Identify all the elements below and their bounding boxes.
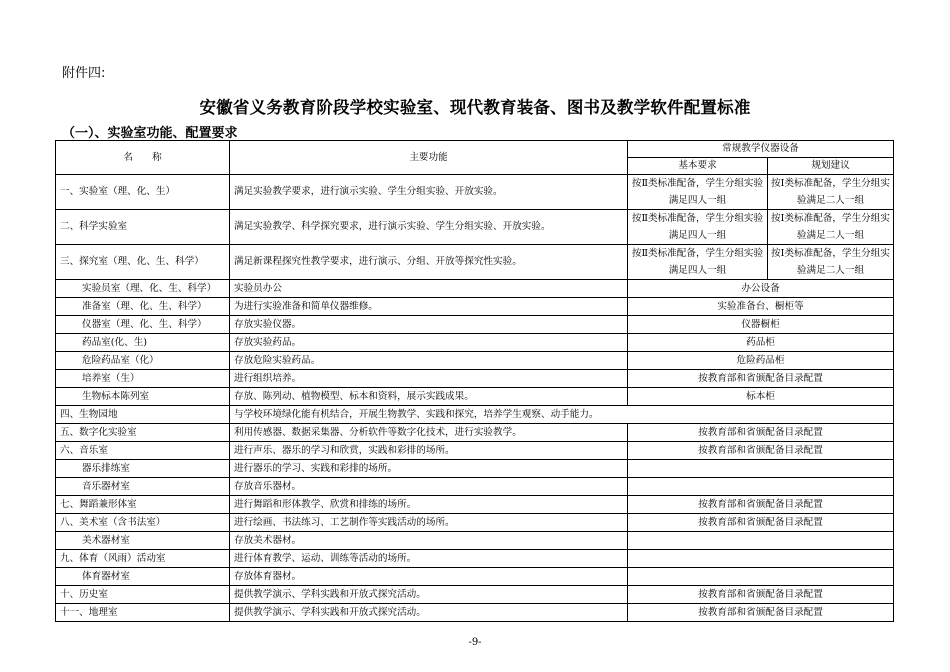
header-function: 主要功能 (230, 141, 628, 175)
table-row (56, 352, 894, 370)
function-cell: 存放实验药品。 (230, 334, 628, 352)
equipment-cell (628, 550, 894, 568)
document-title: 安徽省义务教育阶段学校实验室、现代教育装备、图书及教学软件配置标准 (199, 98, 751, 117)
function-cell: 存放美术器材。 (230, 532, 628, 550)
table-row (56, 316, 894, 334)
room-name-cell: 二、科学实验室 (56, 210, 230, 245)
function-cell: 存放音乐器材。 (230, 478, 628, 496)
table-row (56, 175, 894, 210)
equipment-cell: 危险药品柜 (628, 352, 894, 370)
table-row (56, 298, 894, 316)
room-name-cell: 美术器材室 (56, 532, 230, 550)
table-row (56, 586, 894, 604)
function-cell: 进行体育教学、运动、训练等活动的场所。 (230, 550, 628, 568)
function-cell: 存放体育器材。 (230, 568, 628, 586)
header-name: 名 称 (56, 141, 230, 175)
table-row (56, 496, 894, 514)
table-row (56, 334, 894, 352)
room-name-cell: 药品室(化、生) (56, 334, 230, 352)
room-name-cell: 九、体育（风雨）活动室 (56, 550, 230, 568)
equipment-cell (628, 460, 894, 478)
function-cell: 满足实验教学、科学探究要求，进行演示实验、学生分组实验、开放实验。 (230, 210, 628, 245)
page-number: -9- (468, 637, 482, 648)
equipment-cell: 仪器橱柜 (628, 316, 894, 334)
table-row (56, 478, 894, 496)
table-row (56, 280, 894, 298)
config-standard-table (55, 140, 894, 622)
equipment-cell: 按教育部和省颁配备目录配置 (628, 604, 894, 622)
function-cell: 存放危险实验药品。 (230, 352, 628, 370)
function-cell: 满足实验教学要求，进行演示实验、学生分组实验、开放实验。 (230, 175, 628, 210)
table-row (56, 550, 894, 568)
equipment-cell: 按教育部和省颁配备目录配置 (628, 514, 894, 532)
basic-requirement-cell: 按Ⅱ类标准配备，学生分组实验满足四人一组 (628, 210, 768, 245)
table-row (56, 532, 894, 550)
room-name-cell: 六、音乐室 (56, 442, 230, 460)
basic-requirement-cell: 按Ⅱ类标准配备，学生分组实验满足四人一组 (628, 245, 768, 280)
function-cell: 实验员办公 (230, 280, 628, 298)
table-row (56, 604, 894, 622)
room-name-cell: 体育器材室 (56, 568, 230, 586)
attachment-label: 附件四: (62, 66, 106, 81)
equipment-cell (628, 568, 894, 586)
planning-suggestion-cell: 按Ⅰ类标准配备，学生分组实验满足二人一组 (768, 245, 894, 280)
function-cell: 存放、陈列动、植物模型、标本和资料，展示实践成果。 (230, 388, 628, 406)
equipment-cell: 按教育部和省颁配备目录配置 (628, 370, 894, 388)
room-name-cell: 十、历史室 (56, 586, 230, 604)
function-cell: 进行组织培养。 (230, 370, 628, 388)
function-cell: 满足新课程探究性教学要求，进行演示、分组、开放等探究性实验。 (230, 245, 628, 280)
equipment-cell: 按教育部和省颁配备目录配置 (628, 442, 894, 460)
function-cell: 进行声乐、器乐的学习和欣赏，实践和彩排的场所。 (230, 442, 628, 460)
table-row (56, 245, 894, 280)
planning-suggestion-cell: 按Ⅰ类标准配备，学生分组实验满足二人一组 (768, 210, 894, 245)
room-name-cell: 四、生物园地 (56, 406, 230, 424)
room-name-cell: 七、舞蹈兼形体室 (56, 496, 230, 514)
function-cell: 存放实验仪器。 (230, 316, 628, 334)
equipment-cell (628, 532, 894, 550)
equipment-cell: 按教育部和省颁配备目录配置 (628, 424, 894, 442)
room-name-cell: 危险药品室（化） (56, 352, 230, 370)
room-name-cell: 培养室（生） (56, 370, 230, 388)
basic-requirement-cell: 按Ⅱ类标准配备，学生分组实验满足四人一组 (628, 175, 768, 210)
table-row (56, 210, 894, 245)
table-row (56, 442, 894, 460)
function-cell: 与学校环境绿化能有机结合，开展生物教学、实践和探究，培养学生观察、动手能力。 (230, 406, 894, 424)
room-name-cell: 音乐器材室 (56, 478, 230, 496)
room-name-cell: 三、探究室（理、化、生、科学） (56, 245, 230, 280)
table-body (56, 141, 894, 622)
table-row (56, 424, 894, 442)
function-cell: 提供教学演示、学科实践和开放式探究活动。 (230, 586, 628, 604)
equipment-cell (628, 478, 894, 496)
equipment-cell: 实验准备台、橱柜等 (628, 298, 894, 316)
function-cell: 进行舞蹈和形体教学、欣赏和排练的场所。 (230, 496, 628, 514)
table-row (56, 388, 894, 406)
room-name-cell: 生物标本陈列室 (56, 388, 230, 406)
equipment-cell: 按教育部和省颁配备目录配置 (628, 586, 894, 604)
function-cell: 为进行实验准备和简单仪器维修。 (230, 298, 628, 316)
planning-suggestion-cell: 按Ⅰ类标准配备，学生分组实验满足二人一组 (768, 175, 894, 210)
table-row (56, 514, 894, 532)
table-row (56, 406, 894, 424)
room-name-cell: 十一、地理室 (56, 604, 230, 622)
header-equipment: 常规教学仪器设备 (628, 141, 894, 158)
table-row (56, 370, 894, 388)
room-name-cell: 实验员室（理、化、生、科学） (56, 280, 230, 298)
room-name-cell: 准备室（理、化、生、科学） (56, 298, 230, 316)
table-row (56, 460, 894, 478)
function-cell: 提供教学演示、学科实践和开放式探究活动。 (230, 604, 628, 622)
room-name-cell: 八、美术室（含书法室） (56, 514, 230, 532)
section-title: （一）、实验室功能、配置要求 (62, 126, 238, 141)
equipment-cell: 药品柜 (628, 334, 894, 352)
table-header-row (56, 141, 894, 158)
function-cell: 利用传感器、数据采集器、分析软件等数字化技术，进行实验教学。 (230, 424, 628, 442)
equipment-cell: 标本柜 (628, 388, 894, 406)
room-name-cell: 器乐排练室 (56, 460, 230, 478)
table-row (56, 568, 894, 586)
equipment-cell: 按教育部和省颁配备目录配置 (628, 496, 894, 514)
function-cell: 进行器乐的学习、实践和彩排的场所。 (230, 460, 628, 478)
room-name-cell: 五、数字化实验室 (56, 424, 230, 442)
header-basic: 基本要求 (628, 158, 768, 175)
function-cell: 进行绘画、书法练习、工艺制作等实践活动的场所。 (230, 514, 628, 532)
header-plan: 规划建议 (768, 158, 894, 175)
equipment-cell: 办公设备 (628, 280, 894, 298)
room-name-cell: 仪器室（理、化、生、科学） (56, 316, 230, 334)
room-name-cell: 一、实验室（理、化、生） (56, 175, 230, 210)
